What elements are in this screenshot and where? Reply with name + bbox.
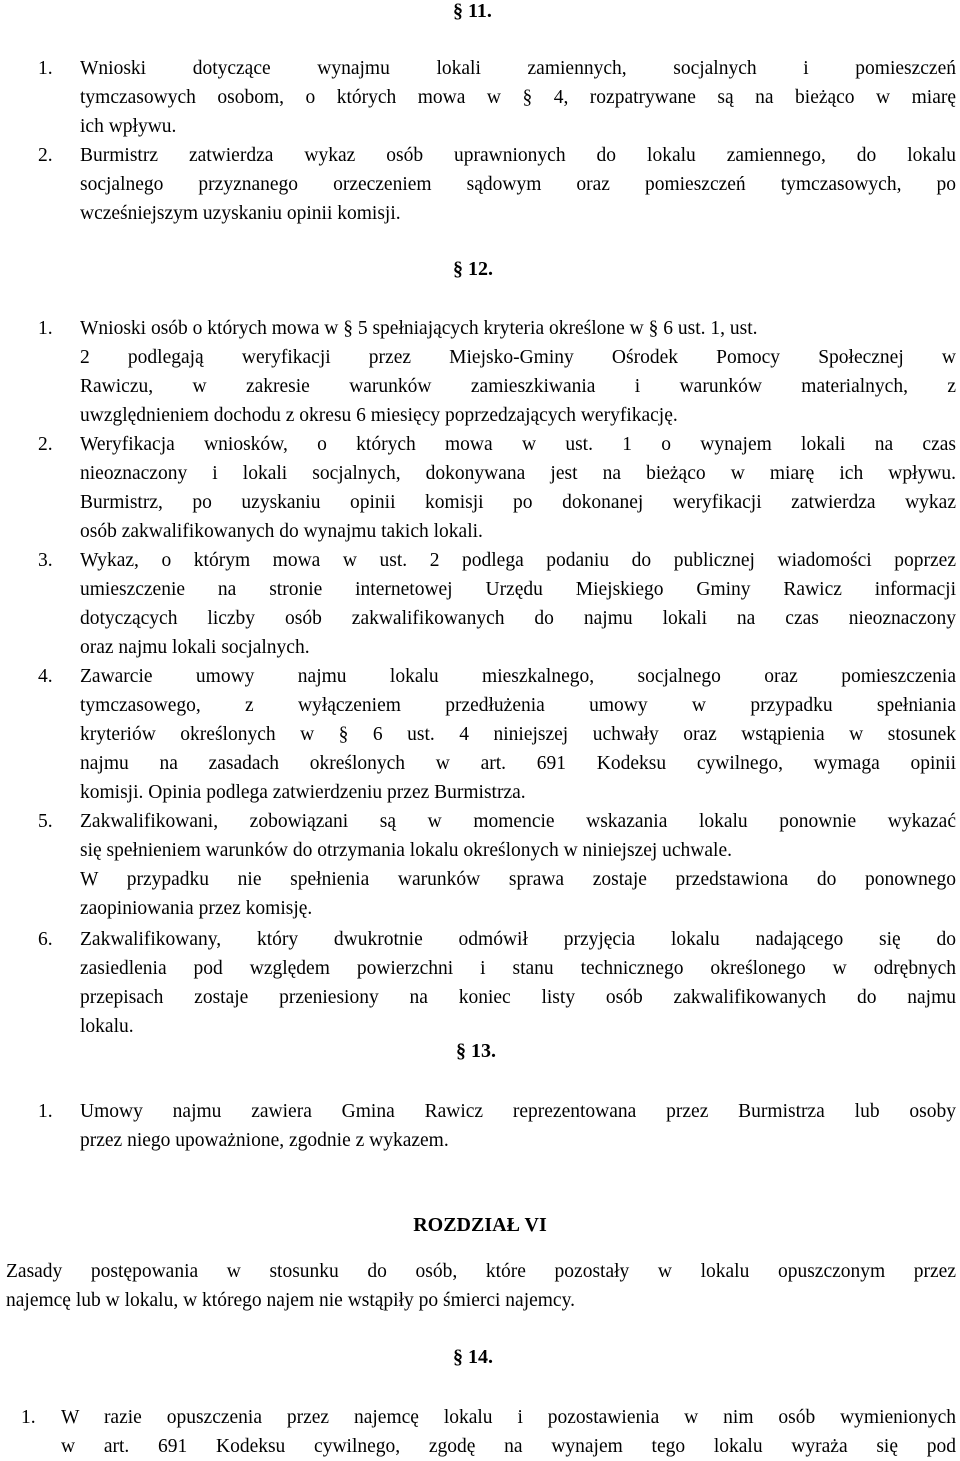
text-line: Wnioski osób o których mowa w § 5 spełniających kryteria określone w § 6 ust. 1, ust.: [80, 318, 758, 339]
paragraph-number: 2.: [38, 145, 53, 166]
chapter-description: [6, 1257, 956, 1315]
paragraph-number: 1.: [38, 318, 53, 339]
text-line: ich wpływu.: [80, 116, 177, 137]
paragraph-number: 1.: [21, 1407, 36, 1428]
text-line: przepisach zostaje przeniesiony na koniec listy osób zakwalifikowanych do najmu: [80, 987, 956, 1008]
text-line: lokalu.: [80, 1016, 134, 1037]
paragraph-number: 1.: [38, 1101, 53, 1122]
text-line: oraz najmu lokali socjalnych.: [80, 637, 310, 658]
text-line: nieoznaczony i lokali socjalnych, dokonywana jest na bieżąco w miarę ich wpływu.: [80, 463, 956, 484]
text-line: W razie opuszczenia przez najemcę lokalu i pozostawienia w nim osób wymienionych: [61, 1407, 956, 1428]
text-line: Umowy najmu zawiera Gmina Rawicz reprezentowana przez Burmistrza lub osoby: [80, 1101, 956, 1122]
text-line: uwzględnieniem dochodu z okresu 6 miesięcy poprzedzających weryfikację.: [80, 405, 678, 426]
text-line: Wykaz, o którym mowa w ust. 2 podlega podaniu do publicznej wiadomości poprzez: [80, 550, 956, 571]
paragraph-number: 5.: [38, 811, 53, 832]
text-line: komisji. Opinia podlega zatwierdzeniu przez Burmistrza.: [80, 782, 526, 803]
section-heading-13: § 13.: [456, 1040, 496, 1062]
text-line: najmu na zasadach określonych w art. 691 Kodeksu cywilnego, wymaga opinii: [80, 753, 956, 774]
text-line: kryteriów określonych w § 6 ust. 4 niniejszej uchwały oraz wstąpienia w stosunek: [80, 724, 956, 745]
text-line: Zasady postępowania w stosunku do osób, które pozostały w lokalu opuszczonym przez: [6, 1261, 956, 1282]
text-line: Wnioski dotyczące wynajmu lokali zamiennych, socjalnych i pomieszczeń: [80, 58, 956, 79]
paragraph-number: 1.: [38, 58, 53, 79]
text-line: tymczasowego, z wyłączeniem przedłużenia umowy w przypadku spełniania: [80, 695, 956, 716]
section-heading-14: § 14.: [453, 1346, 493, 1368]
text-line: socjalnego przyznanego orzeczeniem sądowym oraz pomieszczeń tymczasowych, po: [80, 174, 956, 195]
text-line: W przypadku nie spełnienia warunków sprawa zostaje przedstawiona do ponownego: [80, 869, 956, 890]
chapter-title: ROZDZIAŁ VI: [413, 1214, 547, 1236]
text-line: w art. 691 Kodeksu cywilnego, zgodę na wynajem tego lokalu wyraża się pod: [61, 1436, 956, 1457]
text-line: Zakwalifikowani, zobowiązani są w momencie wskazania lokalu ponownie wykazać: [80, 811, 956, 832]
paragraph-number: 2.: [38, 434, 53, 455]
text-line: najemcę lub w lokalu, w którego najem nie wstąpiły po śmierci najemcy.: [6, 1290, 575, 1311]
text-line: osób zakwalifikowanych do wynajmu takich lokali.: [80, 521, 483, 542]
text-line: 2 podlegają weryfikacji przez Miejsko-Gminy Ośrodek Pomocy Społecznej w: [80, 347, 956, 368]
text-line: zaopiniowania przez komisję.: [80, 898, 313, 919]
paragraph-number: 3.: [38, 550, 53, 571]
section-heading-11: § 11.: [453, 0, 492, 22]
text-line: Zakwalifikowany, który dwukrotnie odmówił przyjęcia lokalu nadającego się do: [80, 929, 956, 950]
text-line: Burmistrz zatwierdza wykaz osób uprawnionych do lokalu zamiennego, do lokalu: [80, 145, 956, 166]
text-line: Zawarcie umowy najmu lokalu mieszkalnego, socjalnego oraz pomieszczenia: [80, 666, 956, 687]
text-line: się spełnieniem warunków do otrzymania lokalu określonych w niniejszej uchwale.: [80, 840, 732, 861]
text-line: Rawiczu, w zakresie warunków zamieszkiwania i warunków materialnych, z: [80, 376, 956, 397]
text-line: Weryfikacja wniosków, o których mowa w ust. 1 o wynajem lokali na czas: [80, 434, 956, 455]
paragraph-number: 4.: [38, 666, 53, 687]
paragraph-number: 6.: [38, 929, 53, 950]
text-line: tymczasowych osobom, o których mowa w § 4, rozpatrywane są na bieżąco w miarę: [80, 87, 956, 108]
text-line: umieszczenie na stronie internetowej Urzędu Miejskiego Gminy Rawicz informacji: [80, 579, 956, 600]
text-line: wcześniejszym uzyskaniu opinii komisji.: [80, 203, 401, 224]
text-line: przez niego upoważnione, zgodnie z wykazem.: [80, 1130, 449, 1151]
text-line: Burmistrz, po uzyskaniu opinii komisji po dokonanej weryfikacji zatwierdza wykaz: [80, 492, 956, 513]
text-line: dotyczących liczby osób zakwalifikowanych do najmu lokali na czas nieoznaczony: [80, 608, 956, 629]
section-heading-12: § 12.: [453, 258, 493, 280]
text-line: zasiedlenia pod względem powierzchni i stanu technicznego określonego w odrębnych: [80, 958, 956, 979]
